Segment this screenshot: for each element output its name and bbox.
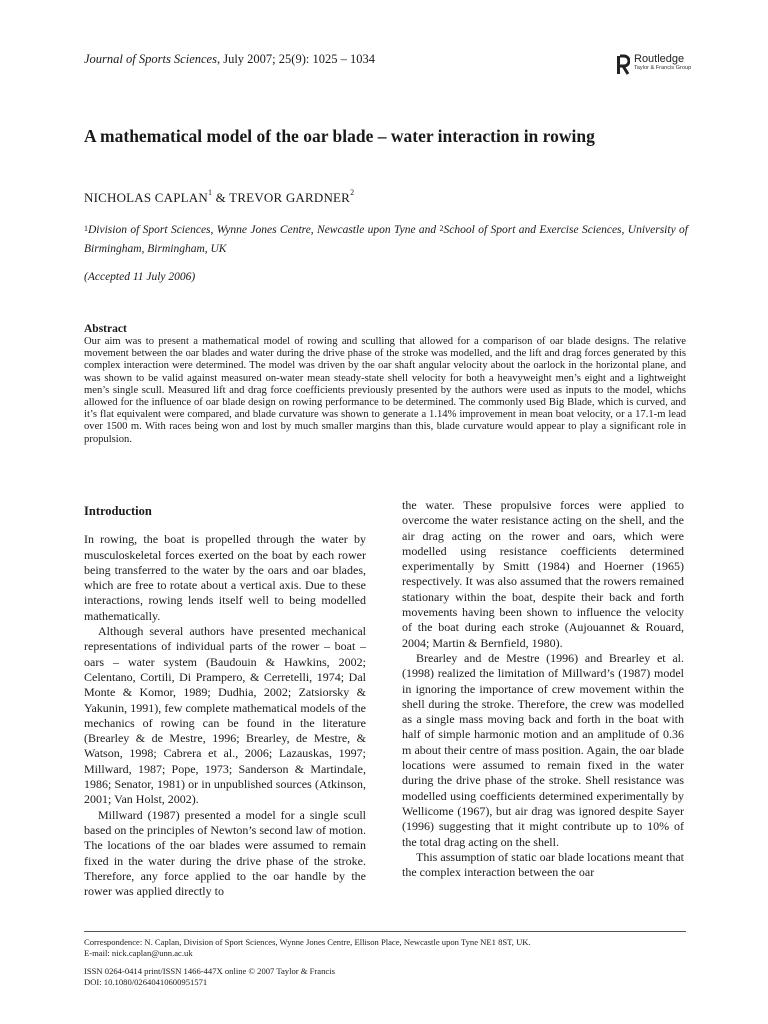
routledge-r-icon [616,54,630,76]
journal-citation [84,52,375,67]
publisher-group: Taylor & Francis Group [634,65,692,71]
publisher-name: Routledge [634,53,685,65]
paragraph: This assumption of static oar blade locations meant that the complex interaction between the oar [402,849,684,880]
authors [84,190,354,206]
journal-name: Journal of Sports Sciences [84,52,217,66]
affil-mark: 2 [439,224,444,233]
author-name: TREVOR GARDNER [229,190,351,205]
paragraph: Brearley and de Mestre (1996) and Brearley et al. (1998) realized the limitation of Millward’s (1987) model in ignoring the importance of crew movement within the shell during the stroke. Therefore, the crew was modelled as a single mass moving back and forth in the boat with half of simple harmonic motion and an amplitude of 0.36 m about their centre of mass position. Again, the oar blade locations were assumed to remain fixed in the water during the drive phase of the stroke. Shell resistance was modelled using coefficients determined experimentally by Wellicome (1967), but air drag was ignored despite Sayer (1996) suggesting that it might contribute up to 10% of the total drag acting on the shell. [402,650,684,849]
author-affil-mark: 2 [350,188,355,197]
correspondence-email: E-mail: nick.caplan@unn.ac.uk [84,948,193,958]
correspondence-note [84,937,531,959]
abstract-heading: Abstract [84,323,127,335]
author-separator: & [212,190,230,205]
accepted-date: (Accepted 11 July 2006) [84,271,196,283]
article-title: A mathematical model of the oar blade – water interaction in rowing [84,126,595,146]
issn: ISSN 0264-0414 print/ISSN 1466-447X online © 2007 Taylor & Francis [84,966,335,976]
author-affil-mark: 1 [207,188,213,197]
paragraph: In rowing, the boat is propelled through the water by musculoskeletal forces exerted on the boat by each rower being transferred to the water by the oars and oar blades, which are free to rotate about a vertical axis. Due to these interactions, rowing lends itself well to being modelled mathematically. [84,532,366,623]
affil-text: School of Sport and Exercise Sciences, University of Birmingham, Birmingham, UK [84,224,688,255]
paragraph: the water. These propulsive forces were applied to overcome the water resistance acting on the shell, and the air drag acting on the rower and oars, which were modelled using resistance coefficients determined experimentally by Smitt (1984) and Hoerner (1965) respectively. It was also assumed that the rowers remained stationary within the boat, despite their back and forth movements having been shown to influence the velocity of the boat during each stroke (Aujouannet & Rouard, 2004; Martin & Bernfield, 1980). [402,498,684,650]
left-column [84,498,366,899]
abstract-body: Our aim was to present a mathematical model of rowing and sculling that allowed for a comparison of oar blade designs. The relative movement between the oar blades and water during the drive phase of the stroke was modelled, and the lift and drag forces generated by this complex interaction were determined. The model was driven by the oar shaft angular velocity about the oarlock in the horizontal plane, and was shown to be valid against measured on-water mean steady-state shell velocity for both a heavyweight men’s eight and a lightweight men’s single scull. Measured lift and drag force coefficients previously presented by the authors were used as inputs to the model, whichs allowed for the influence of oar blade design on rowing performance to be determined. The commonly used Big Blade, which is curved, and it’s flat equivalent were compared, and blade curvature was shown to generate a 1.14% improvement in mean boat velocity, or a 17.1-m lead over 1500 m. With races being won and lost by much smaller margins than this, blade curvature would appear to play a significant role in propulsion. [84,336,686,445]
affiliations [84,221,688,259]
paragraph: Millward (1987) presented a model for a single scull based on the principles of Newton’s second law of motion. The locations of the oar blades were assumed to remain fixed in the water during the drive phase of the stroke. Therefore, any force applied to the oar handle by the rower was applied directly to [84,807,366,899]
section-heading: Introduction [84,504,152,518]
author-name: NICHOLAS CAPLAN [84,190,208,205]
paragraph: Although several authors have presented mechanical representations of individual parts of the rower – boat – oars – water system (Baudouin & Hawkins, 2002; Celentano, Cortili, Di Prampero, & Cerretelli, 1974; Dal Monte & Komor, 1989; Dudhia, 2002; Zatsiorsky & Yakunin, 1991), few complete mathematical models of the mechanics of rowing can be found in the literature (Brearley & de Mestre, 1996; Brearley, de Mestre, & Watson, 1998; Cabrera et al., 2006; Lazauskas, 1997; Millward, 1987; Pope, 1973; Sanderson & Martindale, 1986; Senator, 1981) or in unpublished sources (Atkinson, 2001; Van Holst, 2002). [84,624,366,807]
journal-details: , July 2007; 25(9): 1025 – 1034 [216,52,375,66]
right-column [402,498,684,880]
footnote-divider [84,931,686,932]
doi: DOI: 10.1080/02640410600951571 [84,977,208,987]
affil-text: Division of Sport Sciences, Wynne Jones Centre, Newcastle upon Tyne and [88,224,440,236]
correspondence-address: Correspondence: N. Caplan, Division of Sport Sciences, Wynne Jones Centre, Ellison Place, Newcastle upon Tyne NE1 8ST, UK. [84,937,531,947]
affil-mark: 1 [84,224,88,233]
publication-info [84,966,335,988]
publisher-logo [616,54,691,76]
